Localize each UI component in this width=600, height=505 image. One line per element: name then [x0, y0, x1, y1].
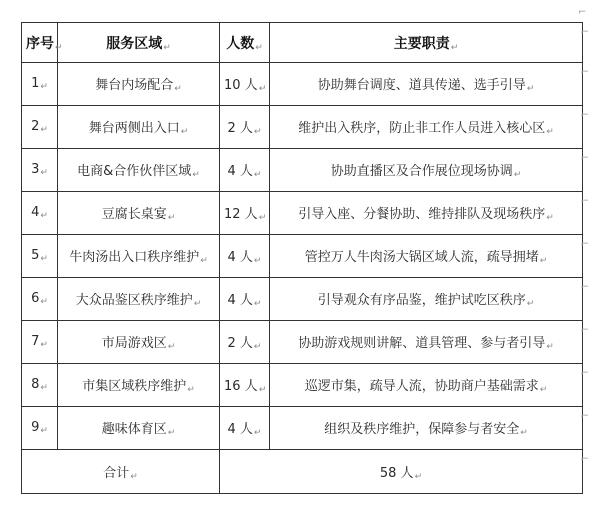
row-duty: 维护出入秩序，防止非工作人员进入核心区 [298, 121, 546, 136]
row-area-cell [58, 63, 220, 106]
row-no-cell [22, 321, 58, 364]
row-duty-cell [270, 235, 589, 278]
header-duty-cell [270, 23, 589, 63]
header-count: 人数 [226, 35, 255, 52]
row-end-mark-icon: ⌐ [580, 27, 589, 38]
paragraph-mark-icon: ↵ [40, 168, 48, 178]
row-area: 牛肉汤出入口秩序维护 [69, 250, 200, 265]
header-no-cell [22, 23, 63, 63]
row-count-cell [220, 278, 270, 321]
row-end-mark-icon: ⌐ [580, 411, 589, 422]
paragraph-mark-icon: ↵ [253, 256, 262, 266]
row-count-cell [220, 149, 270, 192]
paragraph-mark-icon: ↵ [40, 426, 48, 436]
paragraph-mark-icon: ↵ [40, 254, 48, 264]
row-count: 2 人 [227, 121, 253, 136]
paragraph-mark-icon: ↵ [163, 42, 171, 53]
row-duty: 协助直播区及合作展位现场协调 [330, 164, 513, 179]
header-no: 序号 [26, 35, 54, 52]
row-count: 16 人 [224, 379, 258, 394]
row-duty-cell [270, 149, 589, 192]
row-count-cell [220, 63, 270, 106]
paragraph-mark-icon: ↵ [40, 125, 48, 135]
row-end-mark-icon: ⌐ [580, 325, 589, 336]
row-end-mark-icon: ⌐ [580, 153, 589, 164]
paragraph-mark-icon: ↵ [414, 471, 423, 482]
paragraph-mark-icon: ↵ [130, 471, 138, 482]
paragraph-mark-icon: ↵ [187, 385, 195, 395]
row-no: 3 [31, 162, 40, 177]
paragraph-mark-icon: ↵ [526, 84, 535, 94]
table-row [22, 321, 583, 364]
row-area-cell [58, 235, 220, 278]
table-total-row [22, 450, 583, 494]
paragraph-mark-icon: ↵ [258, 213, 267, 223]
row-duty: 管控万人牛肉汤大锅区域人流，疏导拥堵 [304, 250, 539, 265]
table-row [22, 149, 583, 192]
row-no-cell [22, 149, 58, 192]
row-no-cell [22, 407, 58, 450]
paragraph-mark-icon: ↵ [520, 428, 528, 438]
paragraph-mark-icon: ↵ [253, 170, 262, 180]
header-area: 服务区域 [106, 35, 163, 52]
paragraph-mark-icon: ↵ [40, 340, 48, 350]
paragraph-mark-icon: ↵ [253, 342, 262, 352]
row-no-cell [22, 364, 58, 407]
total-value-cell [220, 450, 589, 494]
table-row [22, 106, 583, 149]
table-row [22, 364, 583, 407]
paragraph-mark-icon: ↵ [526, 299, 535, 309]
row-area-cell [58, 106, 220, 149]
row-no: 9 [31, 420, 40, 435]
row-count-cell [220, 364, 270, 407]
row-no: 7 [31, 334, 40, 349]
row-area-cell [58, 278, 220, 321]
row-area: 趣味体育区 [101, 422, 167, 437]
row-end-mark-icon: ⌐ [580, 67, 589, 78]
paragraph-mark-icon: ↵ [255, 42, 263, 53]
row-area: 电商&合作伙伴区域 [77, 164, 192, 179]
row-area: 市局游戏区 [101, 336, 167, 351]
row-duty: 引导入座、分餐协助、维持排队及现场秩序 [298, 207, 546, 222]
row-end-mark-icon: ⌐ [580, 110, 589, 121]
paragraph-mark-icon: ↵ [513, 170, 522, 180]
row-count: 4 人 [227, 293, 253, 308]
paragraph-mark-icon: ↵ [40, 383, 48, 393]
row-count: 12 人 [224, 207, 258, 222]
paragraph-mark-icon: ↵ [450, 42, 459, 53]
row-end-mark-icon: ⌐ [580, 196, 589, 207]
paragraph-mark-icon: ↵ [546, 213, 554, 223]
row-count: 4 人 [227, 250, 253, 265]
paragraph-mark-icon: ↵ [40, 211, 48, 221]
row-no: 5 [31, 248, 40, 263]
row-duty: 巡逻市集，疏导人流，协助商户基础需求 [304, 379, 539, 394]
row-duty-cell [270, 63, 589, 106]
paragraph-mark-icon: ↵ [193, 299, 202, 309]
row-duty-cell [270, 407, 589, 450]
paragraph-mark-icon: ↵ [40, 297, 48, 307]
total-value: 58 人 [379, 465, 414, 481]
paragraph-mark-icon: ↵ [253, 428, 262, 438]
row-area-cell [58, 407, 220, 450]
paragraph-mark-icon: ↵ [539, 256, 548, 266]
page-corner-mark: ⌐ [578, 7, 587, 18]
row-duty: 引导观众有序品鉴，维护试吃区秩序 [317, 293, 526, 308]
total-label: 合计 [103, 465, 130, 481]
table-row [22, 407, 583, 450]
paragraph-mark-icon: ↵ [546, 342, 554, 352]
paragraph-mark-icon: ↵ [174, 84, 182, 94]
paragraph-mark-icon: ↵ [546, 127, 554, 137]
row-duty-cell [270, 321, 589, 364]
table-row [22, 192, 583, 235]
row-count: 10 人 [224, 78, 258, 93]
row-no: 1 [31, 76, 40, 91]
header-duty: 主要职责 [393, 35, 450, 52]
row-duty-cell [270, 192, 589, 235]
row-count: 4 人 [227, 164, 253, 179]
row-no-cell [22, 63, 58, 106]
row-count-cell [220, 235, 270, 278]
row-count: 4 人 [227, 422, 253, 437]
table-header-row [22, 23, 583, 63]
paragraph-mark-icon: ↵ [180, 127, 189, 137]
paragraph-mark-icon: ↵ [253, 299, 262, 309]
paragraph-mark-icon: ↵ [200, 256, 208, 266]
table-row [22, 63, 583, 106]
service-area-table [21, 22, 589, 494]
paragraph-mark-icon: ↵ [253, 127, 262, 137]
paragraph-mark-icon: ↵ [167, 428, 176, 438]
row-area-cell [58, 149, 220, 192]
row-area-cell [58, 321, 220, 364]
row-duty: 组织及秩序维护，保障参与者安全 [324, 422, 520, 437]
row-no: 6 [31, 291, 40, 306]
row-count-cell [220, 321, 270, 364]
paragraph-mark-icon: ↵ [55, 42, 63, 53]
total-label-cell [22, 450, 220, 494]
paragraph-mark-icon: ↵ [258, 385, 267, 395]
table-row [22, 278, 583, 321]
header-area-cell [58, 23, 220, 63]
row-no-cell [22, 192, 58, 235]
paragraph-mark-icon: ↵ [539, 385, 548, 395]
row-end-mark-icon: ⌐ [580, 282, 589, 293]
paragraph-mark-icon: ↵ [167, 342, 176, 352]
table-row [22, 235, 583, 278]
row-area: 大众品鉴区秩序维护 [75, 293, 193, 308]
paragraph-mark-icon: ↵ [167, 213, 176, 223]
row-count-cell [220, 192, 270, 235]
row-end-mark-icon: ⌐ [580, 368, 589, 379]
row-no: 2 [31, 119, 40, 134]
row-no: 8 [31, 377, 40, 392]
row-count-cell [220, 106, 270, 149]
row-area-cell [58, 364, 220, 407]
paragraph-mark-icon: ↵ [192, 170, 200, 180]
row-area: 舞台内场配合 [95, 78, 174, 93]
row-area: 舞台两侧出入口 [88, 121, 180, 136]
row-end-mark-icon: ⌐ [580, 454, 589, 465]
row-count: 2 人 [227, 336, 253, 351]
paragraph-mark-icon: ↵ [40, 82, 48, 92]
row-area: 市集区域秩序维护 [82, 379, 187, 394]
row-duty-cell [270, 364, 589, 407]
row-no-cell [22, 235, 58, 278]
row-no-cell [22, 106, 58, 149]
row-area-cell [58, 192, 220, 235]
row-duty-cell [270, 278, 589, 321]
row-end-mark-icon: ⌐ [580, 239, 589, 250]
row-count-cell [220, 407, 270, 450]
row-duty: 协助游戏规则讲解、道具管理、参与者引导 [298, 336, 546, 351]
row-no-cell [22, 278, 58, 321]
row-duty: 协助舞台调度、道具传递、选手引导 [317, 78, 526, 93]
row-no: 4 [31, 205, 40, 220]
paragraph-mark-icon: ↵ [258, 84, 267, 94]
header-count-cell [220, 23, 270, 63]
row-duty-cell [270, 106, 589, 149]
row-area: 豆腐长桌宴 [101, 207, 167, 222]
